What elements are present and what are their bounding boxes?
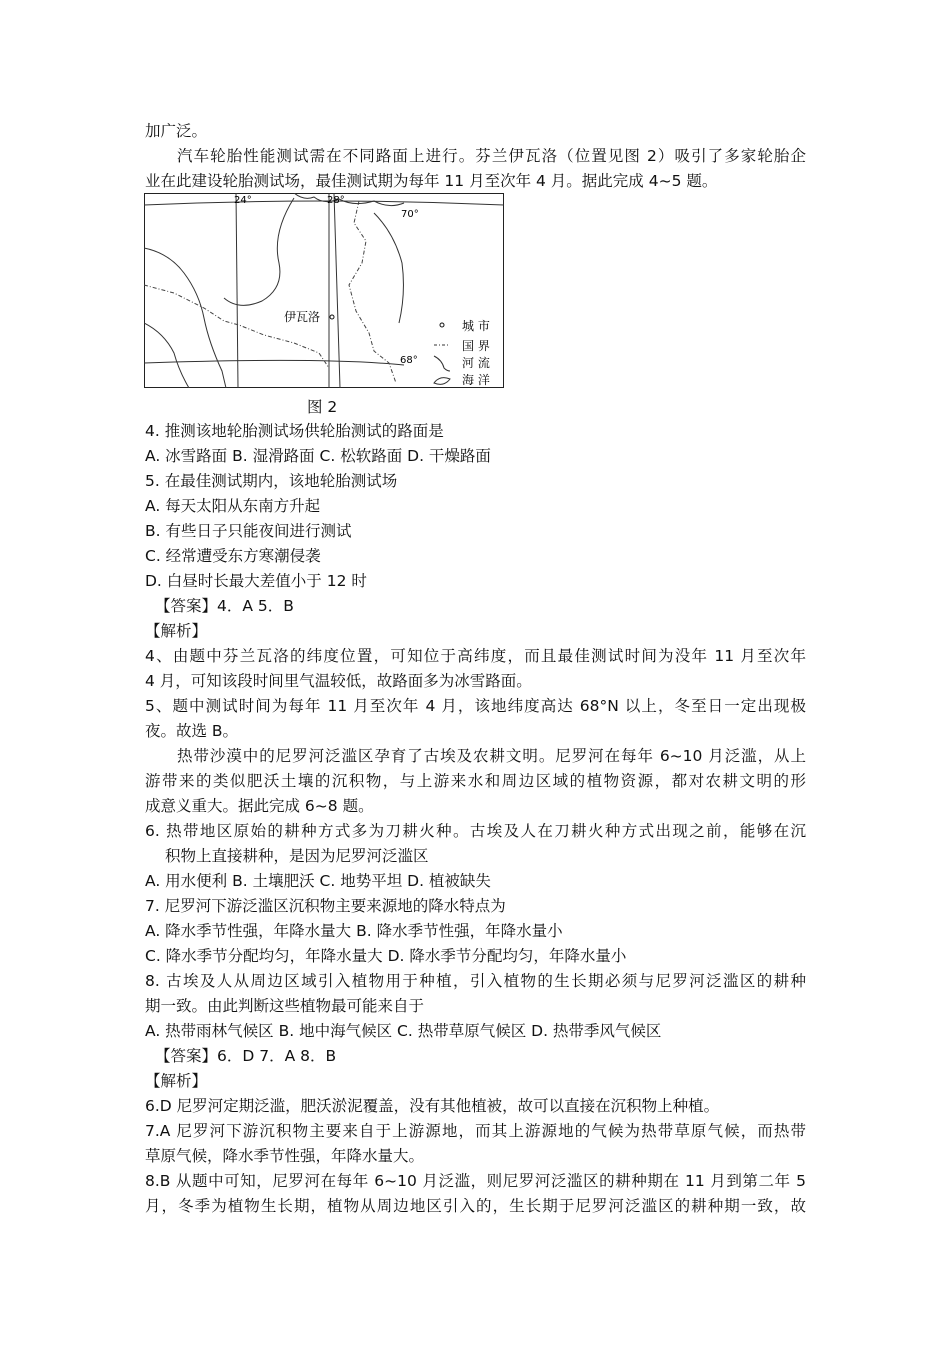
option: A. 每天太阳从东南方升起: [145, 497, 321, 515]
text-line: 月，冬季为植物生长期，植物从周边地区引入的，生长期于尼罗河泛滥区的耕种期一致，故: [145, 1197, 806, 1215]
lon-label: 24°: [234, 195, 252, 206]
question: 5. 在最佳测试期内，该地轮胎测试场: [145, 472, 398, 490]
text-line: 业在此建设轮胎测试场，最佳测试期为每年 11 月至次年 4 月。据此完成 4~5 题。: [145, 172, 718, 190]
options: A. 冰雪路面 B. 湿滑路面 C. 松软路面 D. 干燥路面: [145, 447, 491, 465]
option: B. 有些日子只能夜间进行测试: [145, 522, 352, 540]
lat-label: 70°: [401, 209, 419, 220]
text-line: 8.B 从题中可知，尼罗河在每年 6~10 月泛滥，则尼罗河泛滥区的耕种期在 11 月到第二年 5: [145, 1172, 806, 1190]
text-line: 6.D 尼罗河定期泛滥，肥沃淤泥覆盖，没有其他植被，故可以直接在沉积物上种植。: [145, 1097, 720, 1115]
legend-label: 河 流: [462, 356, 490, 370]
options: C. 降水季节分配均匀，年降水量大 D. 降水季节分配均匀，年降水量小: [145, 947, 627, 965]
option: C. 经常遭受东方寒潮侵袭: [145, 547, 321, 565]
text-line: 5、题中测试时间为每年 11 月至次年 4 月，该地纬度高达 68°N 以上，冬至日一定出现极: [145, 697, 806, 715]
text-line: 加广泛。: [145, 122, 208, 140]
answer: 【答案】6．D 7．A 8．B: [155, 1047, 337, 1065]
analysis-heading: 【解析】: [145, 1072, 208, 1090]
map-frame: [145, 194, 504, 388]
options: A. 用水便利 B. 土壤肥沃 C. 地势平坦 D. 植被缺失: [145, 872, 491, 890]
question: 积物上直接耕种，是因为尼罗河泛滥区: [165, 847, 429, 865]
text-line: 热带沙漠中的尼罗河泛滥区孕育了古埃及农耕文明。尼罗河在每年 6~10 月泛滥，从上: [177, 747, 806, 765]
lat-label: 68°: [400, 355, 418, 366]
figure-2-map: [144, 193, 504, 388]
question: 7. 尼罗河下游泛滥区沉积物主要来源地的降水特点为: [145, 897, 506, 915]
text-line: 游带来的类似肥沃土壤的沉积物，与上游来水和周边区域的植物资源，都对农耕文明的形: [145, 772, 806, 790]
text-line: 夜。故选 B。: [145, 722, 239, 740]
legend-label: 海 洋: [462, 373, 490, 387]
option: D. 白昼时长最大差值小于 12 时: [145, 572, 367, 590]
options: A. 降水季节性强，年降水量大 B. 降水季节性强，年降水量小: [145, 922, 563, 940]
text-line: 7.A 尼罗河下游沉积物主要来自于上游源地，而其上游源地的气候为热带草原气候，而热带: [145, 1122, 806, 1140]
text-line: 草原气候，降水季节性强，年降水量大。: [145, 1147, 425, 1165]
answer: 【答案】4．A 5．B: [155, 597, 294, 615]
city-label: 伊瓦洛: [284, 310, 321, 324]
figure-caption: 图 2: [307, 398, 338, 416]
question: 期一致。由此判断这些植物最可能来自于: [145, 997, 425, 1015]
text-line: 4、由题中芬兰瓦洛的纬度位置，可知位于高纬度，而且最佳测试时间为没年 11 月至次年: [145, 647, 806, 665]
legend-label: 城 市: [462, 319, 490, 333]
text-line: 4 月，可知该段时间里气温较低，故路面多为冰雪路面。: [145, 672, 532, 690]
legend-label: 国 界: [462, 339, 490, 353]
lon-label: 28°: [327, 195, 345, 206]
question: 4. 推测该地轮胎测试场供轮胎测试的路面是: [145, 422, 444, 440]
question: 8. 古埃及人从周边区域引入植物用于种植，引入植物的生长期必须与尼罗河泛滥区的耕种: [145, 972, 806, 990]
text-line: 汽车轮胎性能测试需在不同路面上进行。芬兰伊瓦洛（位置见图 2）吸引了多家轮胎企: [177, 147, 806, 165]
text-line: 成意义重大。据此完成 6~8 题。: [145, 797, 374, 815]
question: 6. 热带地区原始的耕种方式多为刀耕火种。古埃及人在刀耕火种方式出现之前，能够在沉: [145, 822, 806, 840]
options: A. 热带雨林气候区 B. 地中海气候区 C. 热带草原气候区 D. 热带季风气候区: [145, 1022, 662, 1040]
analysis-heading: 【解析】: [145, 622, 208, 640]
